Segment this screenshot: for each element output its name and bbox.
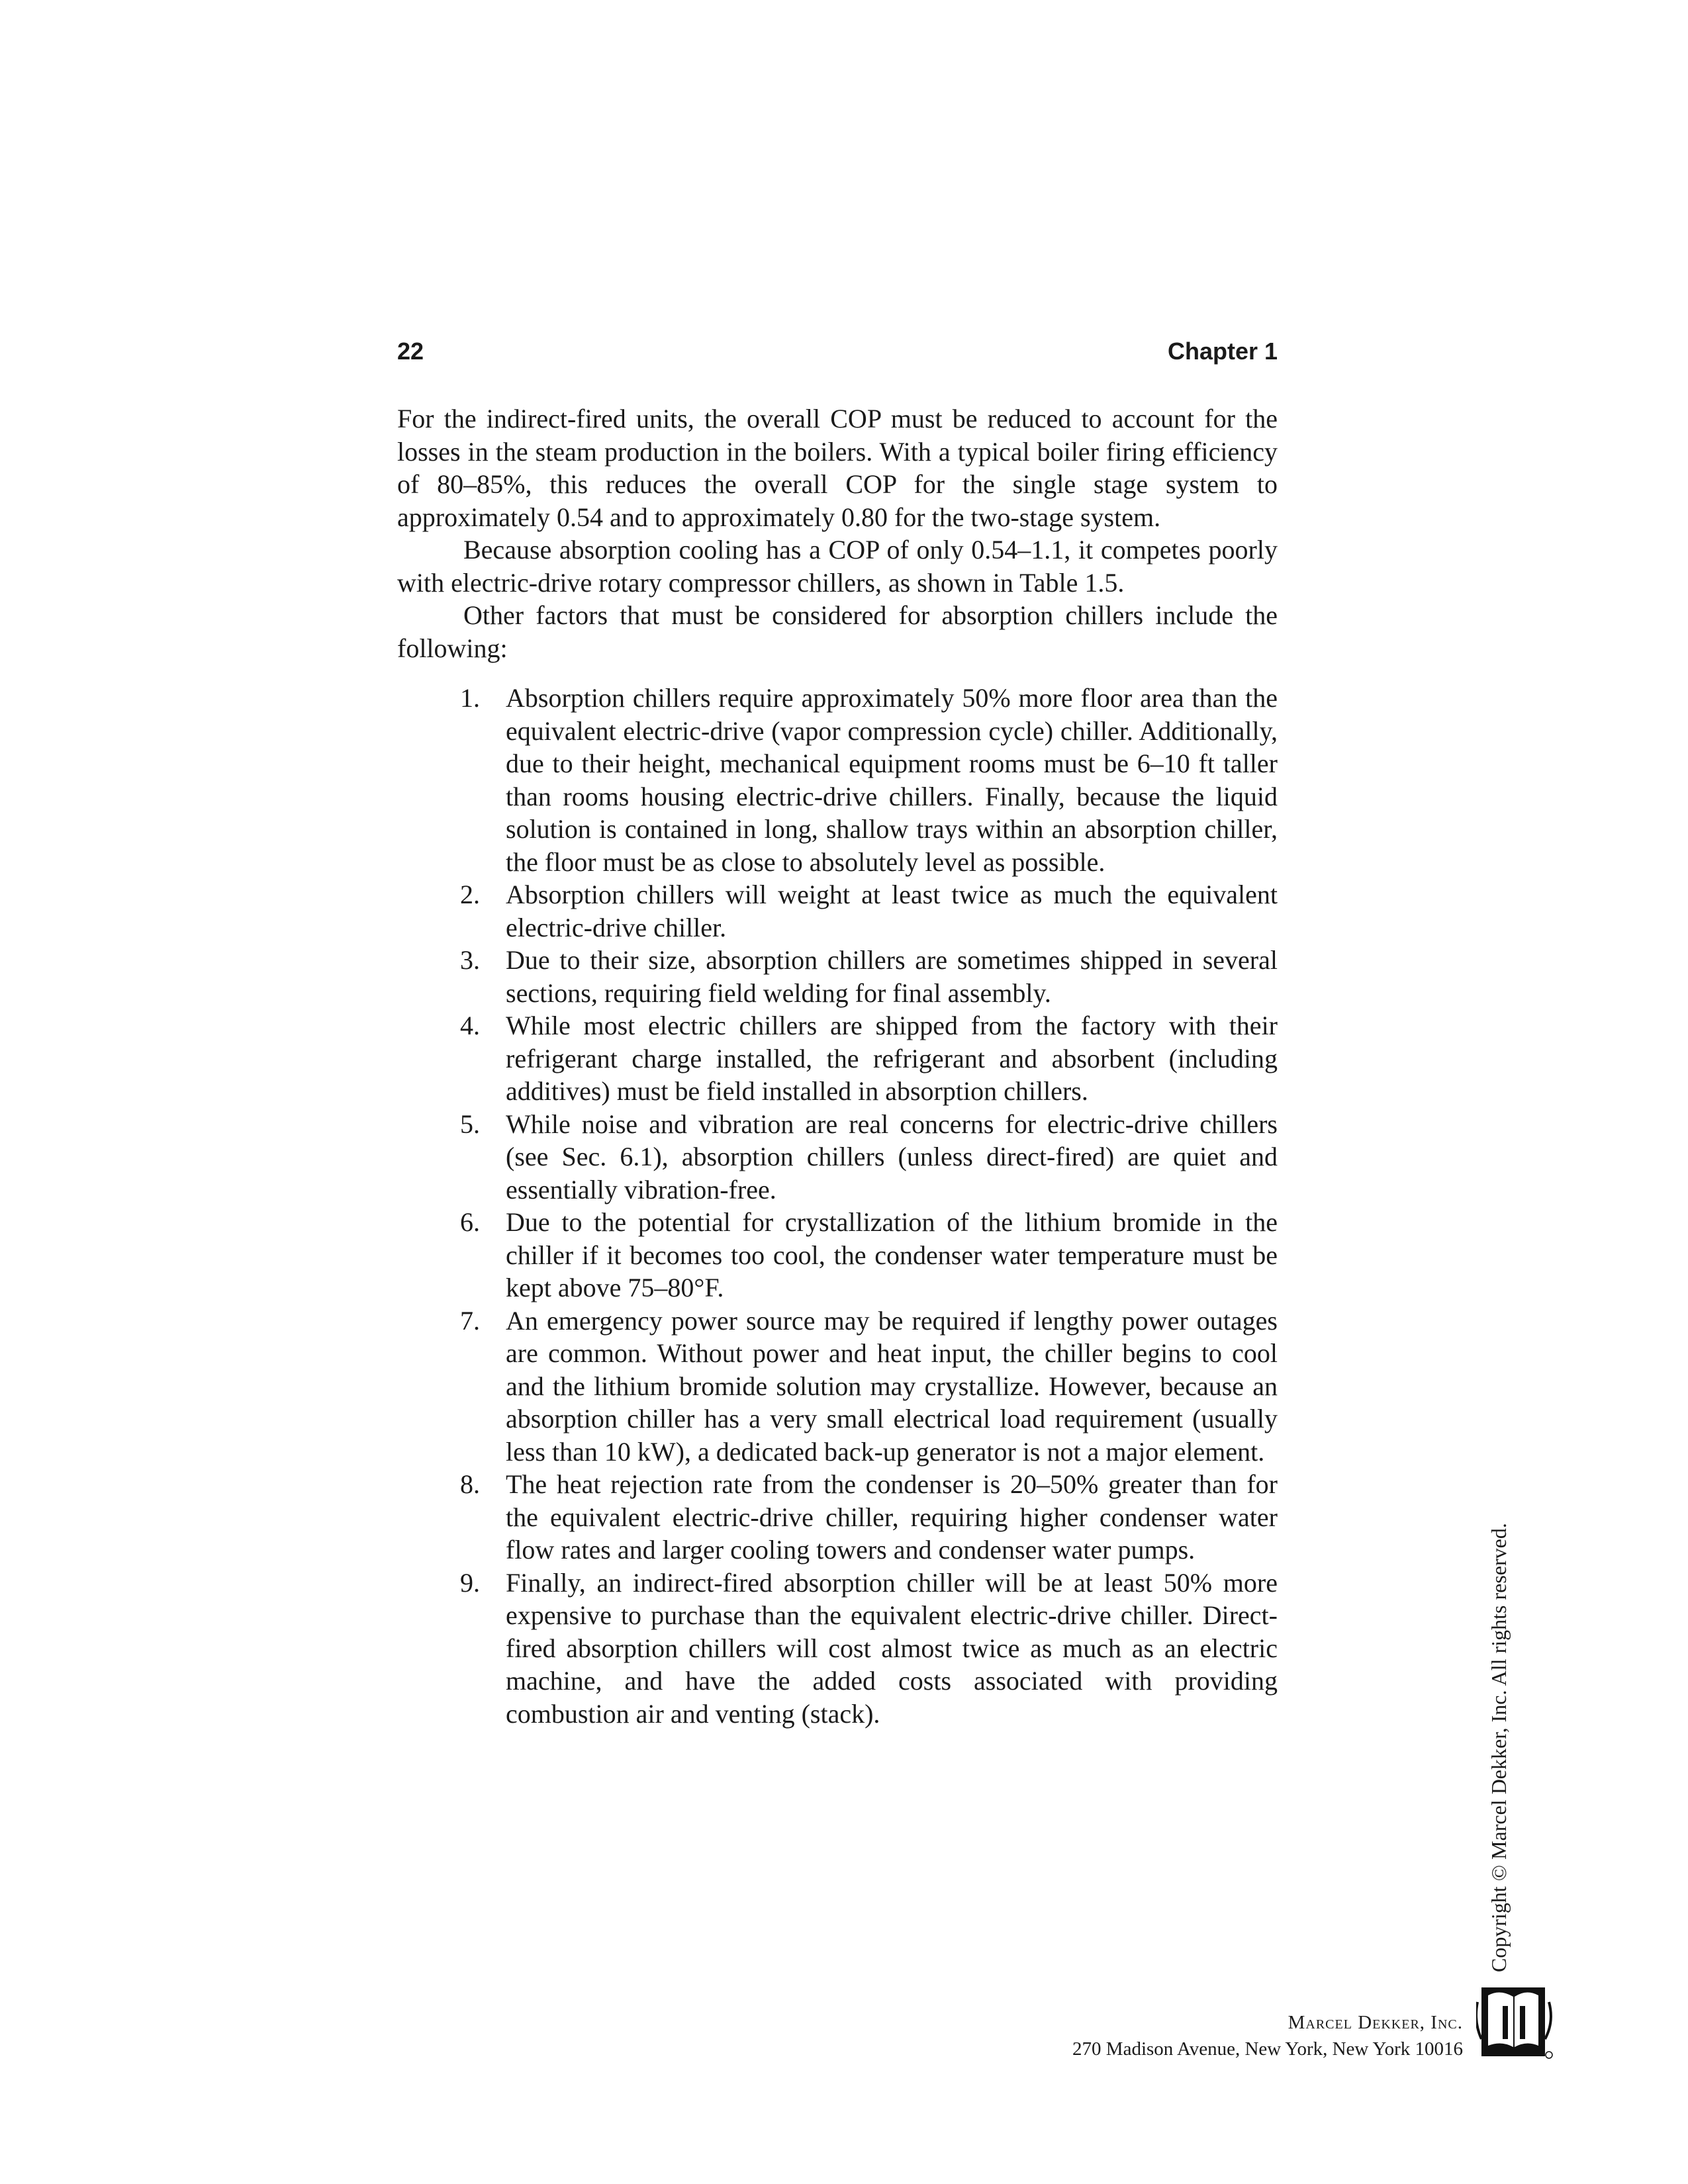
list-item-text: The heat rejection rate from the condenser is 20–50% greater than for the equivalent electric-drive chiller, requiring higher condenser water flow rates and larger cooling towers and condenser water pumps. xyxy=(506,1469,1278,1565)
list-number: 3. xyxy=(460,945,480,975)
paragraph: For the indirect-fired units, the overall COP must be reduced to account for the losses in the steam production in the boilers. With a typical boiler firing efficiency of 80–85%, this reduces the overall COP for the single stage system to approximately 0.54 and to approximately 0.80 for the two-stage system. xyxy=(397,404,1278,532)
list-item xyxy=(397,1108,1278,1206)
publisher-name: Marcel Dekker, Inc. xyxy=(1288,2012,1463,2033)
list-item-text: An emergency power source may be required if lengthy power outages are common. Without power and heat input, the chiller begins to cool and the lithium bromide solution may crystallize. However, because an absorption chiller has a very small electrical load requirement (usually less than 10 kW), a dedicated back-up generator is not a major element. xyxy=(506,1305,1278,1467)
running-head xyxy=(397,338,1278,371)
list-number: 4. xyxy=(460,1011,480,1040)
body-text xyxy=(397,402,1278,1730)
list-number: 1. xyxy=(460,683,480,713)
list-item xyxy=(397,944,1278,1009)
list-item-text: Due to the potential for crystallization of the lithium bromide in the chiller if it becomes too cool, the condenser water temperature must be kept above 75–80°F. xyxy=(506,1207,1278,1302)
publisher-block xyxy=(1033,2009,1463,2062)
list-item-text: Due to their size, absorption chillers are sometimes shipped in several sections, requiring field welding for final assembly. xyxy=(506,945,1278,1008)
list-item xyxy=(397,682,1278,878)
list-item-text: Finally, an indirect-fired absorption chiller will be at least 50% more expensive to purchase than the equivalent electric-drive chiller. Direct-fired absorption chillers will cost almost twice as much as an electric machine, and have the added costs associated with providing combustion air and venting (stack). xyxy=(506,1567,1278,1729)
list-item xyxy=(397,1304,1278,1469)
list-item-text: Absorption chillers require approximately 50% more floor area than the equivalent electric-drive (vapor compression cycle) chiller. Additionally, due to their height, mechanical equipment rooms must be 6–10 ft taller than rooms housing electric-drive chillers. Finally, because the liquid solution is contained in long, shallow trays within an absorption chiller, the floor must be as close to absolutely level as possible. xyxy=(506,683,1278,877)
list-item xyxy=(397,878,1278,944)
paragraph: Other factors that must be considered for absorption chillers include the following: xyxy=(397,600,1278,663)
list-item-text: Absorption chillers will weight at least twice as much the equivalent electric-drive chiller. xyxy=(506,880,1278,942)
page-number: 22 xyxy=(397,338,424,365)
list-number: 2. xyxy=(460,880,480,909)
paragraph: Because absorption cooling has a COP of only 0.54–1.1, it competes poorly with electric-drive rotary compressor chillers, as shown in Table 1.5. xyxy=(397,535,1278,598)
list-item xyxy=(397,1567,1278,1731)
chapter-label: Chapter 1 xyxy=(1167,338,1278,365)
list-number: 9. xyxy=(460,1567,480,1598)
list-item xyxy=(397,1206,1278,1304)
publisher-logo-icon xyxy=(1476,1982,1554,2060)
list-number: 7. xyxy=(460,1305,480,1336)
publisher-address: 270 Madison Avenue, New York, New York 10016 xyxy=(1072,2038,1463,2060)
list-item-text: While most electric chillers are shipped from the factory with their refrigerant charge installed, the refrigerant and absorbent (including additives) must be field installed in absorption chillers. xyxy=(506,1011,1278,1106)
list-item-text: While noise and vibration are real concerns for electric-drive chillers (see Sec. 6.1), absorption chillers (unless direct-fired) are quiet and essentially vibration-free. xyxy=(506,1109,1278,1205)
list-item xyxy=(397,1468,1278,1567)
copyright-notice: Copyright © Marcel Dekker, Inc. All rights reserved. xyxy=(1487,1523,1511,1972)
list-number: 6. xyxy=(460,1207,480,1237)
list-item xyxy=(397,1009,1278,1108)
factor-list xyxy=(397,682,1278,1730)
list-number: 8. xyxy=(460,1469,480,1499)
list-number: 5. xyxy=(460,1109,480,1139)
